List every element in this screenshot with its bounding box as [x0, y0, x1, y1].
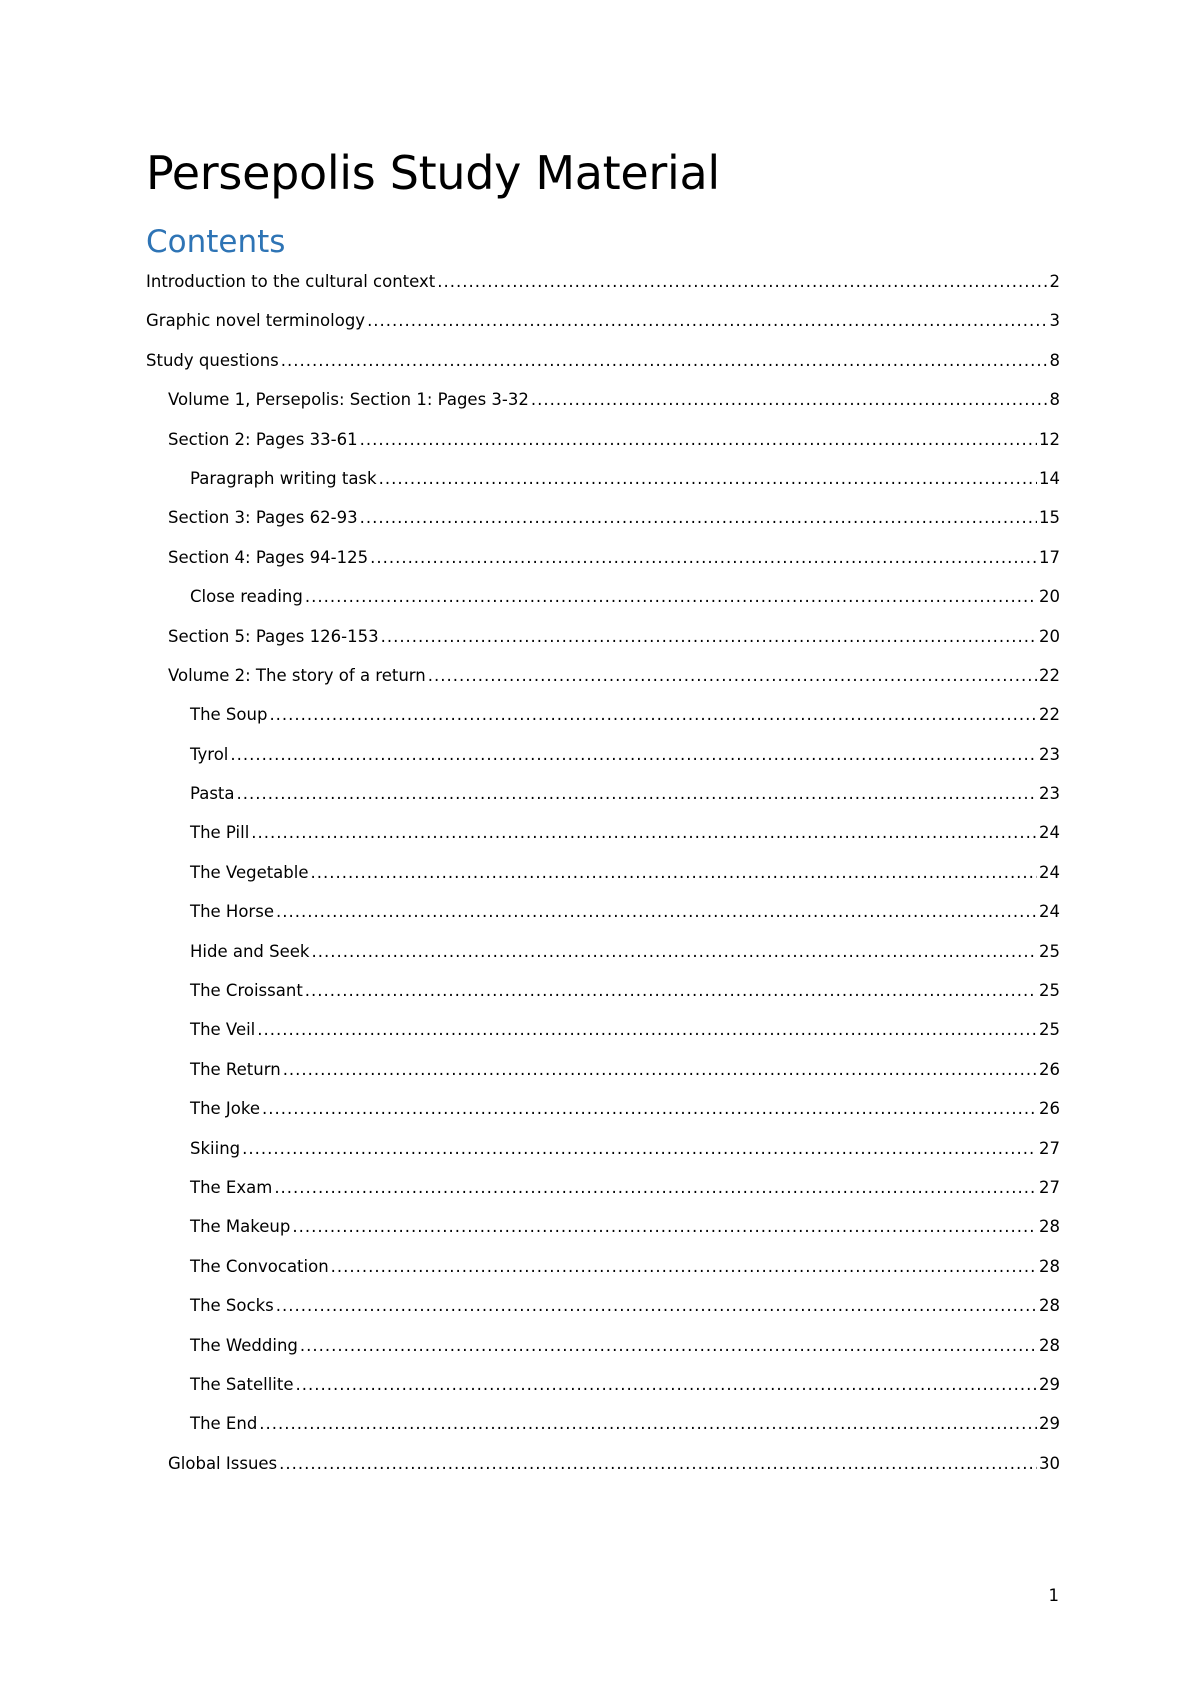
- document-title: Persepolis Study Material: [146, 146, 720, 200]
- toc-entry-title: Global Issues: [168, 1453, 278, 1473]
- toc-entry[interactable]: [146, 1330, 1060, 1369]
- toc-entry-title: Hide and Seek: [190, 941, 310, 961]
- toc-dot-leader: [296, 1369, 1037, 1401]
- toc-dot-leader: [257, 1014, 1037, 1046]
- toc-entry-page: 28: [1039, 1217, 1060, 1237]
- toc-entry[interactable]: [146, 936, 1060, 975]
- toc-dot-leader: [379, 463, 1037, 495]
- toc-dot-leader: [311, 936, 1037, 968]
- toc-dot-leader: [276, 896, 1037, 928]
- toc-entry-page: 29: [1039, 1374, 1060, 1394]
- toc-dot-leader: [281, 345, 1048, 377]
- toc-entry-title: The Return: [190, 1059, 281, 1079]
- toc-dot-leader: [242, 1133, 1037, 1165]
- toc-entry-page: 24: [1039, 823, 1060, 843]
- toc-entry[interactable]: [146, 739, 1060, 778]
- toc-entry-title: Section 3: Pages 62-93: [168, 508, 358, 528]
- toc-dot-leader: [262, 1093, 1037, 1125]
- toc-entry[interactable]: [146, 1093, 1060, 1132]
- toc-entry[interactable]: [146, 1054, 1060, 1093]
- toc-entry-title: Pasta: [190, 784, 235, 804]
- toc-dot-leader: [370, 542, 1037, 574]
- toc-entry-page: 28: [1039, 1256, 1060, 1276]
- toc-dot-leader: [367, 305, 1047, 337]
- toc-entry-page: 3: [1049, 311, 1060, 331]
- toc-dot-leader: [237, 778, 1038, 810]
- toc-entry[interactable]: [146, 896, 1060, 935]
- toc-dot-leader: [276, 1290, 1037, 1322]
- toc-entry-page: 24: [1039, 862, 1060, 882]
- toc-dot-leader: [274, 1172, 1037, 1204]
- toc-entry-title: The Pill: [190, 823, 250, 843]
- toc-entry[interactable]: [146, 463, 1060, 502]
- toc-entry-page: 27: [1039, 1138, 1060, 1158]
- toc-entry[interactable]: [146, 975, 1060, 1014]
- toc-dot-leader: [360, 502, 1037, 534]
- toc-entry-page: 24: [1039, 902, 1060, 922]
- toc-dot-leader: [531, 384, 1048, 416]
- toc-entry[interactable]: [146, 1172, 1060, 1211]
- toc-entry-page: 14: [1039, 468, 1060, 488]
- toc-entry-title: The Socks: [190, 1296, 274, 1316]
- toc-entry[interactable]: [146, 1448, 1060, 1487]
- toc-entry[interactable]: [146, 542, 1060, 581]
- toc-entry[interactable]: [146, 502, 1060, 541]
- toc-entry-title: The Wedding: [190, 1335, 298, 1355]
- toc-entry-title: The Soup: [190, 705, 268, 725]
- toc-dot-leader: [269, 699, 1037, 731]
- toc-entry[interactable]: [146, 1014, 1060, 1053]
- toc-dot-leader: [428, 660, 1037, 692]
- toc-entry-page: 28: [1039, 1296, 1060, 1316]
- toc-dot-leader: [437, 266, 1047, 298]
- toc-entry[interactable]: [146, 817, 1060, 856]
- toc-entry-title: Paragraph writing task: [190, 468, 377, 488]
- toc-entry-title: Section 5: Pages 126-153: [168, 626, 379, 646]
- toc-entry[interactable]: [146, 699, 1060, 738]
- toc-entry-page: 28: [1039, 1335, 1060, 1355]
- toc-entry[interactable]: [146, 621, 1060, 660]
- table-of-contents: [146, 266, 1060, 1487]
- toc-entry[interactable]: [146, 581, 1060, 620]
- toc-entry-page: 12: [1039, 429, 1060, 449]
- toc-entry-page: 26: [1039, 1099, 1060, 1119]
- toc-entry-title: The Croissant: [190, 981, 303, 1001]
- toc-entry[interactable]: [146, 1251, 1060, 1290]
- toc-dot-leader: [305, 975, 1037, 1007]
- toc-entry-page: 17: [1039, 547, 1060, 567]
- toc-entry-page: 8: [1049, 390, 1060, 410]
- toc-entry[interactable]: [146, 266, 1060, 305]
- toc-entry[interactable]: [146, 384, 1060, 423]
- toc-entry-title: Volume 1, Persepolis: Section 1: Pages 3-32: [168, 390, 529, 410]
- toc-entry[interactable]: [146, 857, 1060, 896]
- toc-entry-title: Tyrol: [190, 744, 229, 764]
- toc-dot-leader: [300, 1330, 1037, 1362]
- toc-entry-title: The Makeup: [190, 1217, 291, 1237]
- toc-entry[interactable]: [146, 424, 1060, 463]
- contents-heading: Contents: [146, 224, 286, 260]
- toc-entry-title: Volume 2: The story of a return: [168, 665, 426, 685]
- toc-entry-title: Skiing: [190, 1138, 241, 1158]
- toc-entry-title: The Satellite: [190, 1374, 294, 1394]
- toc-entry-page: 22: [1039, 705, 1060, 725]
- toc-entry-page: 27: [1039, 1177, 1060, 1197]
- toc-entry-page: 23: [1039, 744, 1060, 764]
- toc-entry-page: 25: [1039, 1020, 1060, 1040]
- page-number: 1: [1048, 1586, 1059, 1605]
- toc-entry[interactable]: [146, 1408, 1060, 1447]
- toc-entry-title: Introduction to the cultural context: [146, 272, 436, 291]
- toc-entry[interactable]: [146, 778, 1060, 817]
- toc-entry-page: 15: [1039, 508, 1060, 528]
- toc-entry-title: Section 4: Pages 94-125: [168, 547, 369, 567]
- toc-dot-leader: [230, 739, 1037, 771]
- toc-dot-leader: [381, 621, 1037, 653]
- toc-dot-leader: [331, 1251, 1037, 1283]
- toc-entry-title: Study questions: [146, 350, 279, 370]
- toc-entry[interactable]: [146, 1211, 1060, 1250]
- toc-entry[interactable]: [146, 1133, 1060, 1172]
- toc-dot-leader: [279, 1448, 1037, 1480]
- toc-entry[interactable]: [146, 1290, 1060, 1329]
- toc-entry-page: 26: [1039, 1059, 1060, 1079]
- toc-entry-title: The Veil: [190, 1020, 256, 1040]
- toc-entry-page: 2: [1049, 272, 1060, 291]
- toc-entry-page: 20: [1039, 626, 1060, 646]
- toc-dot-leader: [360, 424, 1037, 456]
- toc-entry-page: 25: [1039, 941, 1060, 961]
- toc-entry-title: The Convocation: [190, 1256, 329, 1276]
- toc-entry[interactable]: [146, 1369, 1060, 1408]
- toc-dot-leader: [311, 857, 1037, 889]
- toc-entry-title: Close reading: [190, 587, 303, 607]
- toc-entry-page: 23: [1039, 784, 1060, 804]
- toc-entry-title: Graphic novel terminology: [146, 311, 366, 331]
- toc-entry-page: 20: [1039, 587, 1060, 607]
- toc-entry-title: The End: [190, 1414, 258, 1434]
- toc-dot-leader: [292, 1211, 1037, 1243]
- toc-entry-title: Section 2: Pages 33-61: [168, 429, 358, 449]
- toc-dot-leader: [259, 1408, 1037, 1440]
- toc-dot-leader: [251, 817, 1037, 849]
- toc-entry-title: The Exam: [190, 1177, 273, 1197]
- toc-entry-title: The Joke: [190, 1099, 261, 1119]
- toc-entry[interactable]: [146, 305, 1060, 344]
- toc-entry-title: The Horse: [190, 902, 274, 922]
- toc-entry-page: 22: [1039, 665, 1060, 685]
- toc-entry-title: The Vegetable: [190, 862, 309, 882]
- toc-entry[interactable]: [146, 660, 1060, 699]
- toc-dot-leader: [305, 581, 1037, 613]
- toc-entry-page: 30: [1039, 1453, 1060, 1473]
- toc-entry-page: 25: [1039, 981, 1060, 1001]
- toc-dot-leader: [283, 1054, 1037, 1086]
- toc-entry[interactable]: [146, 345, 1060, 384]
- toc-entry-page: 29: [1039, 1414, 1060, 1434]
- toc-entry-page: 8: [1049, 350, 1060, 370]
